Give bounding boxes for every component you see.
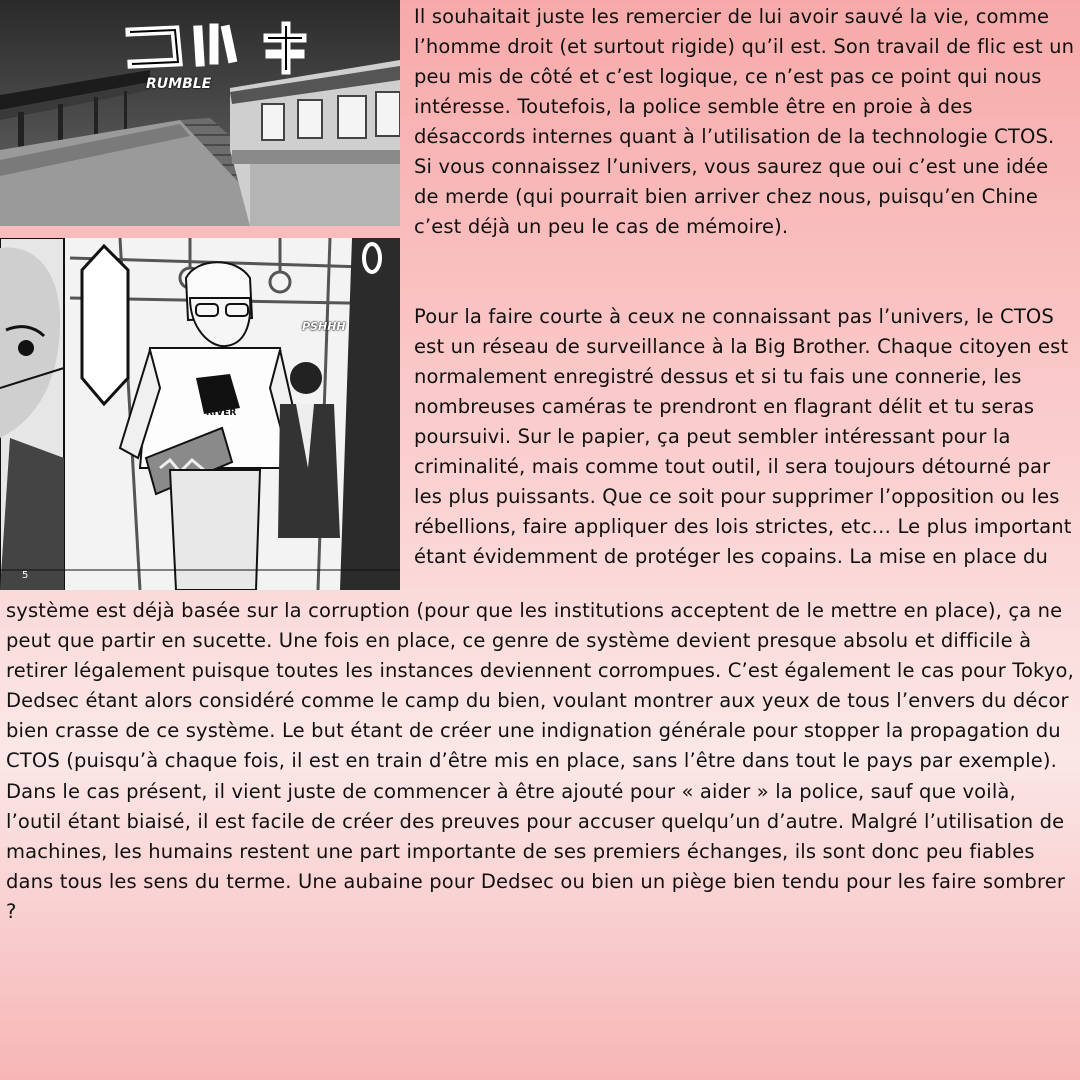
- paragraph-2-bottom: système est déjà basée sur la corruption (pour que les institutions acceptent de le mettre en place), ça ne peut que partir en sucette. Une fois en place, ce genre de système devient presque absolu et difficile à retirer légalement puisque toutes les instances deviennent corrompues. C’est également le cas pour Tokyo, Dedsec étant alors considéré comme le camp du bien, voulant montrer aux yeux de tous l’envers du décor bien crasse de ce système. Le but étant de créer une indignation générale pour stopper la propagation du CTOS (puisqu’à chaque fois, il est en train d’être mis en place, sans l’être dans tout le pays par exemple). Dans le cas présent, il vient juste de commencer à être ajouté pour « aider » la police, sauf que voilà, l’outil étant biaisé, il est facile de créer des preuves pour accuser quelqu’un d’autre. Malgré l’utilisation de machines, les humains restent une part importante de ses premiers échanges, ils sont donc peu fiables dans tous les sens du terme. Une aubaine pour Dedsec ou bien un piège bien tendu pour les faire sombrer ?: [6, 599, 1074, 923]
- train-station-illustration: [0, 0, 400, 226]
- manga-panel-train-interior: [0, 238, 400, 590]
- sfx-pshhh: PSHHH: [302, 320, 346, 333]
- paragraph-2-top: Pour la faire courte à ceux ne connaissant pas l’univers, le CTOS est un réseau de surveillance à la Big Brother. Chaque citoyen est normalement enregistré dessus et si tu fais une connerie, les nombreuses caméras te prendront en flagrant délit et tu seras poursuivi. Sur le papier, ça peut sembler intéressant pour la criminalité, mais comme tout outil, il sera toujours détourné par les plus puissants. Que ce soit pour supprimer l’opposition ou les rébellions, faire appliquer des lois strictes, etc… Le plus important étant évidemment de protéger les copains. La mise en place du: [414, 305, 1072, 568]
- paragraph-1: Il souhaitait juste les remercier de lui avoir sauvé la vie, comme l’homme droit (et surtout rigide) qu’il est. Son travail de flic est un peu mis de côté et c’est logique, ce n’est pas ce point qui nous intéresse. Toutefois, la police semble être en proie à des désaccords internes quant à l’utilisation de la technologie CTOS. Si vous connaissez l’univers, vous saurez que oui c’est une idée de merde (qui pourrait bien arriver chez nous, puisqu’en Chine c’est déjà un peu le cas de mémoire).: [414, 5, 1075, 238]
- shirt-print-text: RIVER: [206, 408, 237, 418]
- characters-illustration: [0, 238, 400, 590]
- sfx-rumble: RUMBLE: [146, 76, 212, 92]
- manga-panel-train-station: [0, 0, 400, 226]
- page-number: 5: [22, 570, 29, 581]
